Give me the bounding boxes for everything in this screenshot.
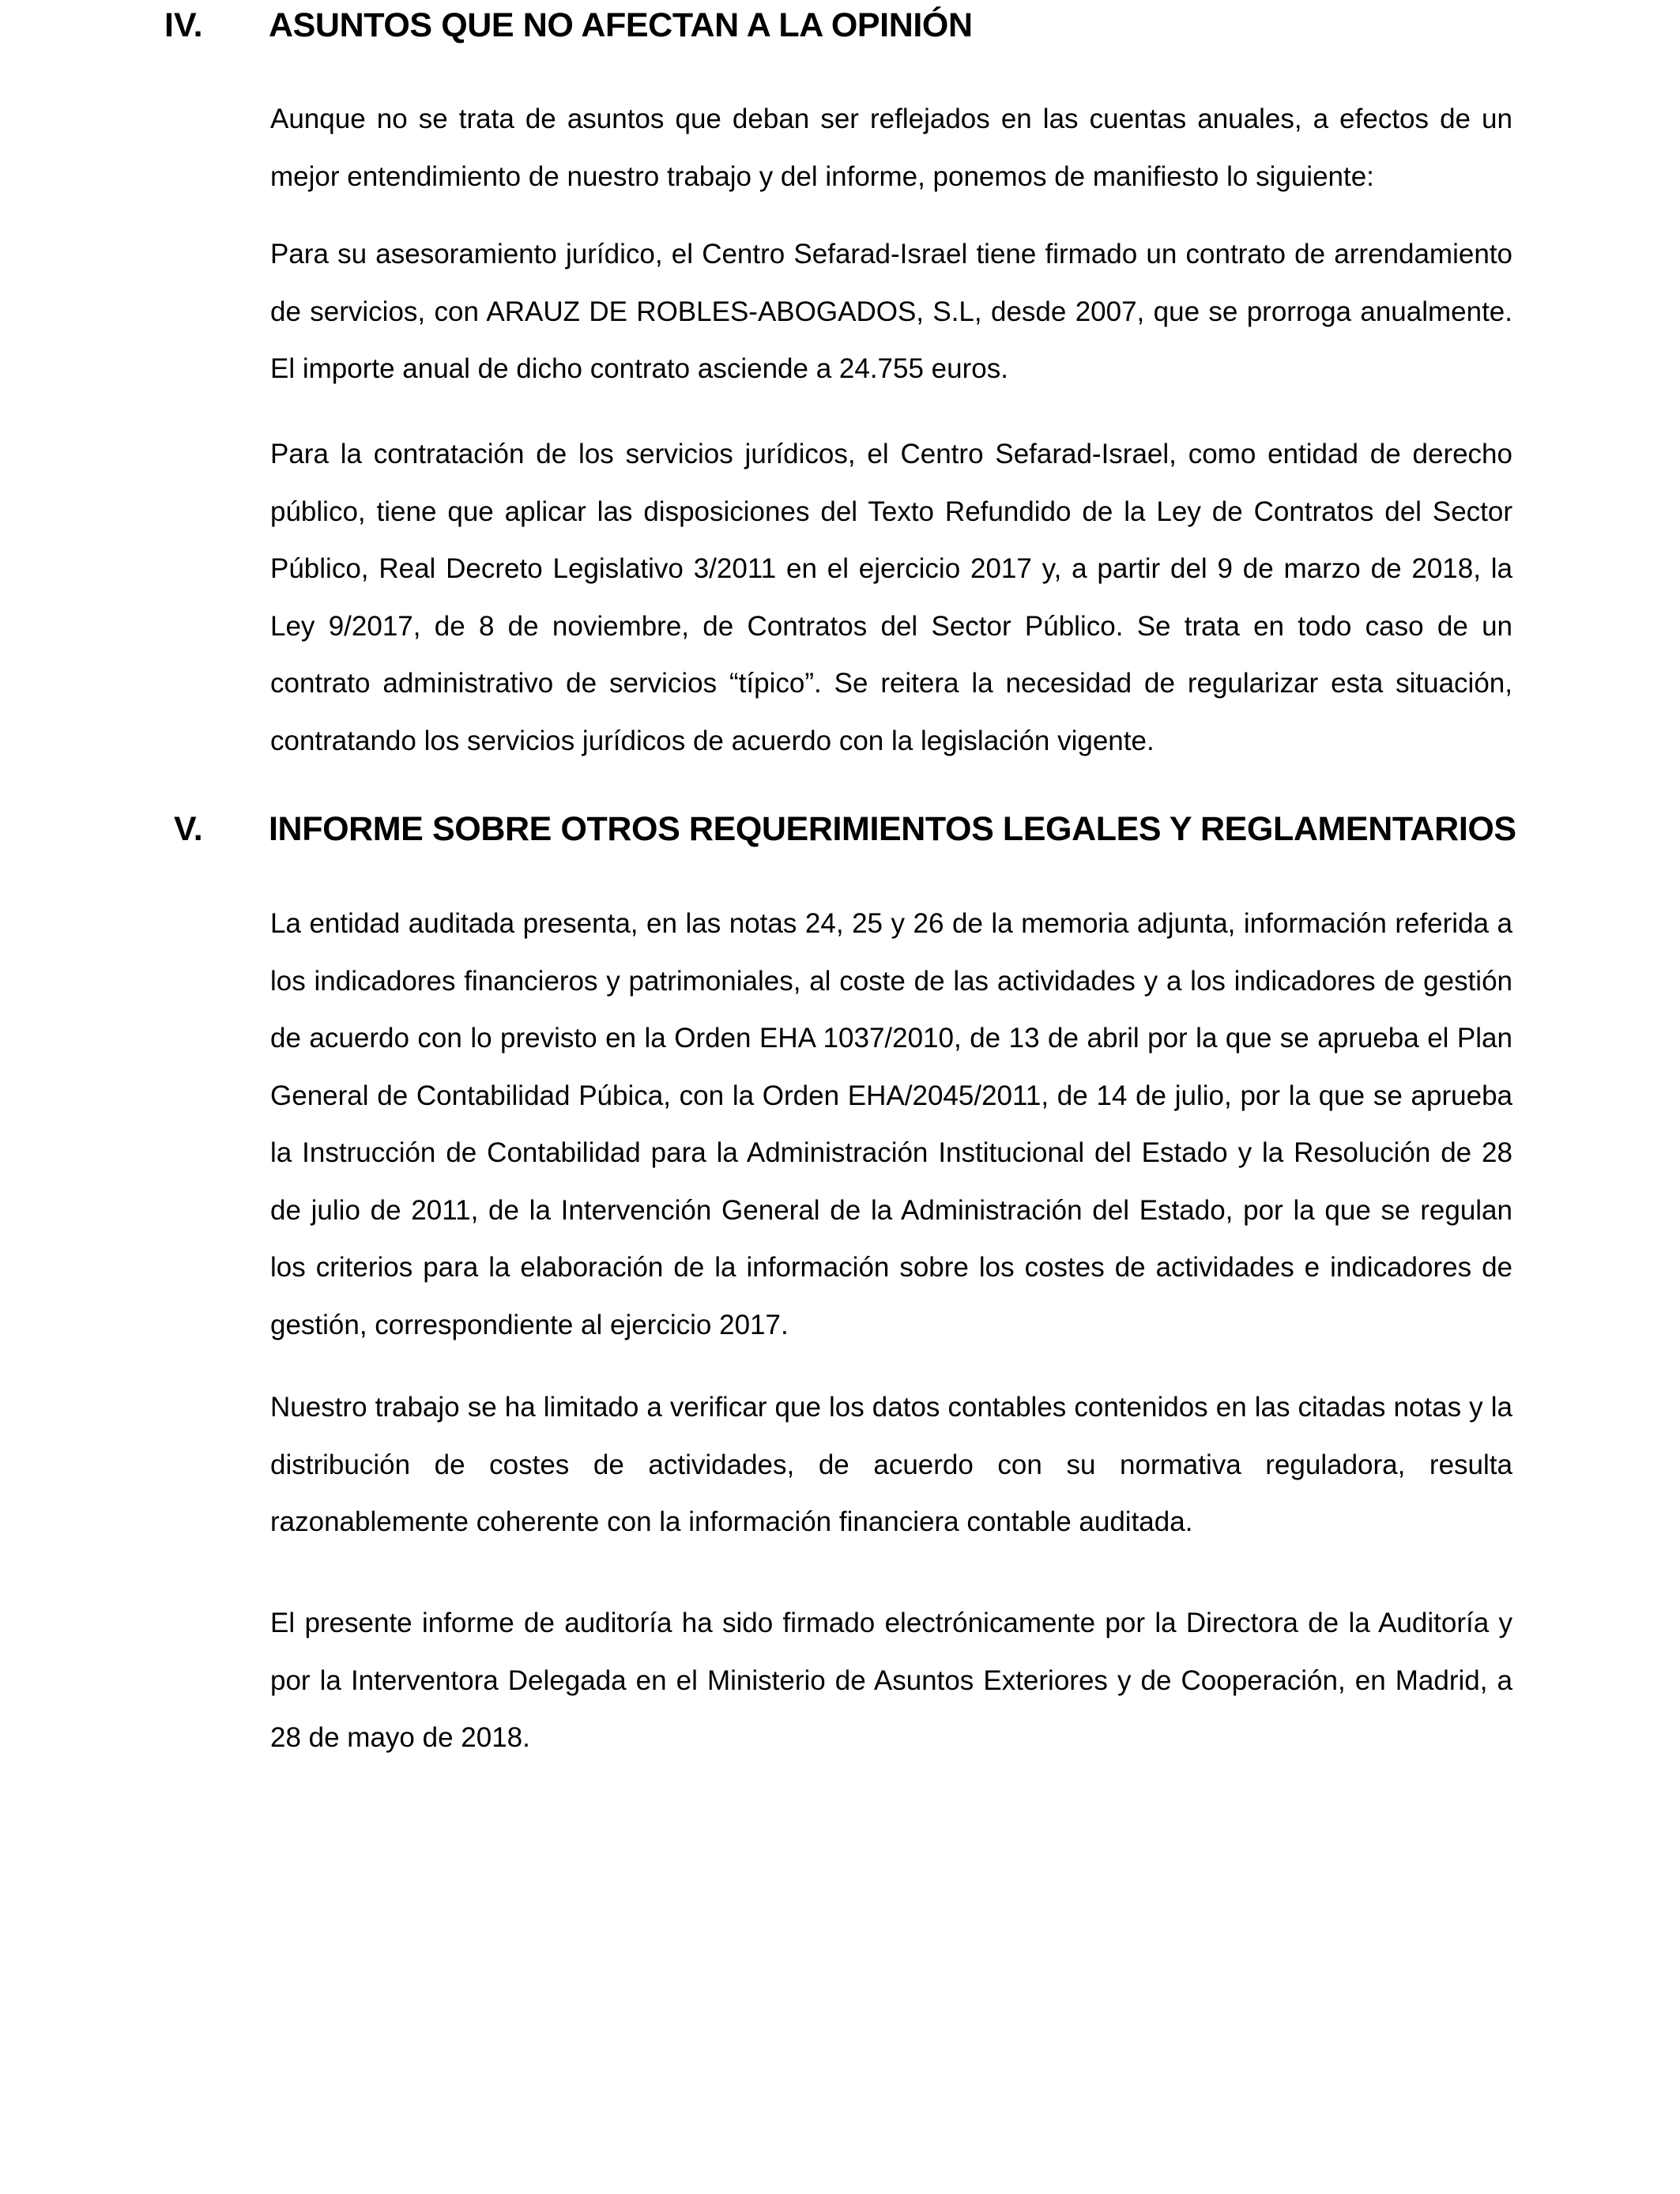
section-v-title: INFORME SOBRE OTROS REQUERIMIENTOS LEGALES Y REGLAMENTARIOS [269,810,1516,848]
section-v-paragraph-2: Nuestro trabajo se ha limitado a verificar que los datos contables contenidos en las citadas notas y la distribución de costes de actividades, de acuerdo con su normativa reguladora, resulta razonablemente coherente con la información financiera contable auditada. [270,1392,1512,1537]
section-v-paragraph-3: El presente informe de auditoría ha sido firmado electrónicamente por la Directora de la Auditoría y por la Interventora Delegada en el Ministerio de Asuntos Exteriores y de Cooperación, en Madrid, a 28 de mayo de 2018. [270,1608,1512,1753]
section-iv-paragraph-1: Aunque no se trata de asuntos que deban ser reflejados en las cuentas anuales, a efectos de un mejor entendimiento de nuestro trabajo y del informe, ponemos de manifiesto lo siguiente: [270,104,1512,192]
section-v-paragraph-1: La entidad auditada presenta, en las notas 24, 25 y 26 de la memoria adjunta, información referida a los indicadores financieros y patrimoniales, al coste de las actividades y a los indicadores de gestión de acuerdo con lo previsto en la Orden EHA 1037/2010, de 13 de abril por la que se aprueba el Plan General de Contabilidad Púbica, con la Orden EHA/2045/2011, de 14 de julio, por la que se aprueba la Instrucción de Contabilidad para la Administración Institucional del Estado y la Resolución de 28 de julio de 2011, de la Intervención General de la Administración del Estado, por la que se regulan los criterios para la elaboración de la información sobre los costes de actividades e indicadores de gestión, correspondiente al ejercicio 2017. [270,908,1512,1340]
section-iv-paragraph-3: Para la contratación de los servicios jurídicos, el Centro Sefarad-Israel, como entidad de derecho público, tiene que aplicar las disposiciones del Texto Refundido de la Ley de Contratos del Sector Público, Real Decreto Legislativo 3/2011 en el ejercicio 2017 y, a partir del 9 de marzo de 2018, la Ley 9/2017, de 8 de noviembre, de Contratos del Sector Público. Se trata en todo caso de un contrato administrativo de servicios “típico”. Se reitera la necesidad de regularizar esta situación, contratando los servicios jurídicos de acuerdo con la legislación vigente. [270,439,1512,756]
section-iv-number: IV. [164,6,203,44]
section-iv-title: ASUNTOS QUE NO AFECTAN A LA OPINIÓN [269,6,973,44]
section-v-heading [0,801,1680,857]
section-iv-heading [0,0,1680,53]
section-v-number: V. [174,810,203,848]
section-iv-paragraph-2: Para su asesoramiento jurídico, el Centro Sefarad-Israel tiene firmado un contrato de arrendamiento de servicios, con ARAUZ DE ROBLES-ABOGADOS, S.L, desde 2007, que se prorroga anualmente. El importe anual de dicho contrato asciende a 24.755 euros. [270,239,1512,384]
